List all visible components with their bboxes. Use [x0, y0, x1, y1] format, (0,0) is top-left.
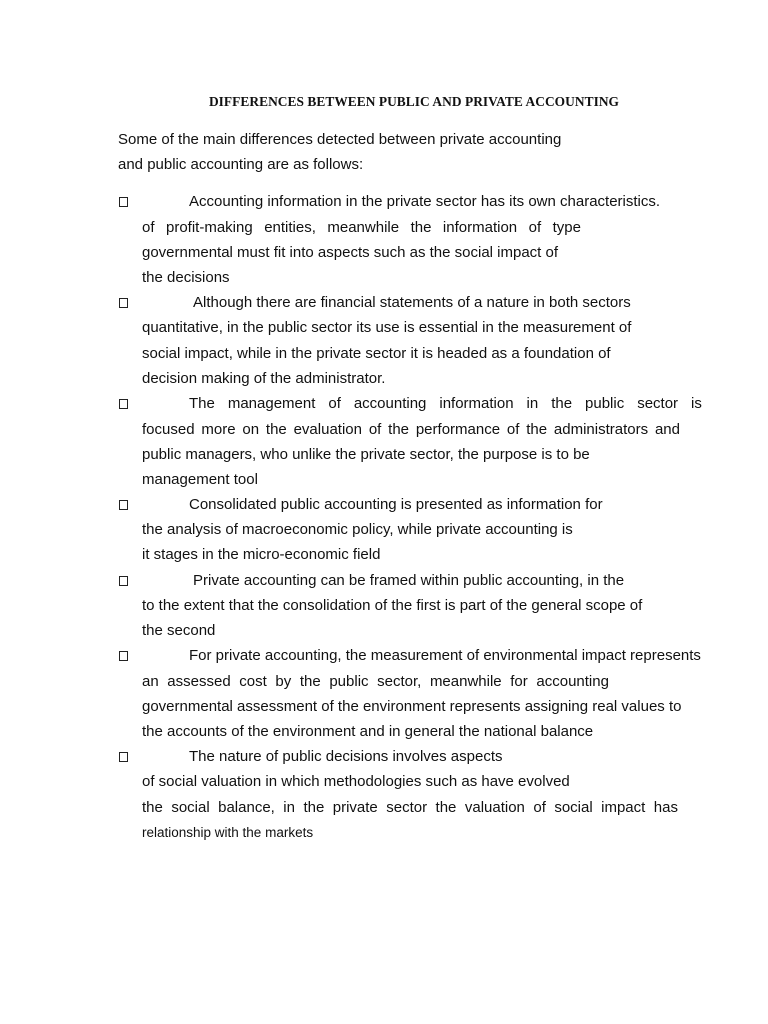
word: and: [654, 421, 680, 438]
word: in: [283, 799, 295, 816]
document-title: DIFFERENCES BETWEEN PUBLIC AND PRIVATE ACCOUNTING: [208, 94, 620, 109]
word: of: [533, 799, 546, 816]
word: public: [329, 673, 369, 690]
bullet-item-line: [142, 799, 678, 817]
bullet-item-line: governmental must fit into aspects such as the social impact of: [142, 244, 559, 261]
word: of: [328, 395, 341, 412]
word: accounting: [353, 395, 427, 412]
word: impact: [601, 799, 646, 816]
word: for: [510, 673, 528, 690]
word: type: [552, 219, 581, 236]
bullet-icon: [119, 500, 128, 510]
bullet-item-line: relationship with the markets: [142, 825, 314, 840]
word: administrators: [553, 421, 649, 438]
bullet-item-line: quantitative, in the public sector its use is essential in the measurement of: [142, 319, 632, 336]
bullet-item-line: [189, 395, 702, 413]
word: the: [435, 799, 457, 816]
bullet-item-line: decision making of the administrator.: [142, 370, 386, 387]
word: the: [265, 421, 287, 438]
word: balance,: [218, 799, 275, 816]
word: social: [171, 799, 210, 816]
word: sector: [637, 395, 679, 412]
word: by: [275, 673, 292, 690]
bullet-icon: [119, 298, 128, 308]
bullet-icon: [119, 752, 128, 762]
word: sector,: [377, 673, 422, 690]
word: the: [142, 799, 163, 816]
bullet-item-line: public managers, who unlike the private sector, the purpose is to be: [142, 446, 590, 463]
word: an: [142, 673, 159, 690]
bullet-item-line: For private accounting, the measurement of environmental impact represents: [189, 647, 701, 664]
word: is: [691, 395, 702, 412]
bullet-item-line: the accounts of the environment and in general the national balance: [142, 723, 594, 740]
word: the: [299, 673, 321, 690]
bullet-icon: [119, 399, 128, 409]
word: private: [332, 799, 378, 816]
bullet-item-line: The nature of public decisions involves aspects: [189, 748, 503, 765]
word: meanwhile: [429, 673, 502, 690]
word: more: [201, 421, 236, 438]
bullet-icon: [119, 651, 128, 661]
bullet-item-line: social impact, while in the private sector it is headed as a foundation of: [142, 345, 611, 362]
bullet-icon: [119, 576, 128, 586]
word: of: [506, 421, 520, 438]
word: entities,: [264, 219, 316, 236]
word: information: [442, 219, 518, 236]
word: the: [410, 219, 432, 236]
bullet-item-line: management tool: [142, 471, 258, 488]
bullet-item-line: [142, 219, 581, 237]
intro-line: Some of the main differences detected between private accounting: [118, 131, 562, 148]
word: evaluation: [293, 421, 362, 438]
bullet-item-line: the second: [142, 622, 216, 639]
word: of: [368, 421, 382, 438]
word: accounting: [536, 673, 609, 690]
word: profit-making: [166, 219, 253, 236]
word: cost: [239, 673, 267, 690]
word: management: [227, 395, 316, 412]
bullet-item-line: to the extent that the consolidation of the first is part of the general scope of: [142, 597, 643, 614]
bullet-item-line: the decisions: [142, 269, 230, 286]
word: has: [653, 799, 678, 816]
word: the: [388, 421, 410, 438]
word: focused: [142, 421, 195, 438]
word: the: [303, 799, 325, 816]
bullet-item-line: Although there are financial statements of a nature in both sectors: [193, 294, 631, 311]
bullet-item-line: Consolidated public accounting is presented as information for: [189, 496, 603, 513]
bullet-item-line: governmental assessment of the environment represents assigning real values to: [142, 698, 682, 715]
word: assessed: [167, 673, 231, 690]
word: valuation: [464, 799, 525, 816]
bullet-item-line: Private accounting can be framed within public accounting, in the: [193, 572, 625, 589]
bullet-icon: [119, 197, 128, 207]
word: of: [142, 219, 155, 236]
word: public: [585, 395, 625, 412]
bullet-item-line: Accounting information in the private sector has its own characteristics.: [189, 193, 661, 210]
word: performance: [415, 421, 501, 438]
word: social: [554, 799, 593, 816]
bullet-item-line: of social valuation in which methodologies such as have evolved: [142, 773, 570, 790]
word: The: [189, 395, 215, 412]
bullet-item-line: the analysis of macroeconomic policy, while private accounting is: [142, 521, 573, 538]
word: on: [242, 421, 260, 438]
word: sector: [386, 799, 428, 816]
word: in: [526, 395, 539, 412]
word: the: [551, 395, 573, 412]
bullet-item-line: [142, 673, 609, 691]
bullet-item-line: it stages in the micro-economic field: [142, 546, 381, 563]
intro-line: and public accounting are as follows:: [118, 156, 364, 173]
bullet-item-line: [142, 421, 680, 439]
word: information: [439, 395, 514, 412]
word: of: [528, 219, 542, 236]
word: meanwhile: [327, 219, 400, 236]
word: the: [526, 421, 548, 438]
